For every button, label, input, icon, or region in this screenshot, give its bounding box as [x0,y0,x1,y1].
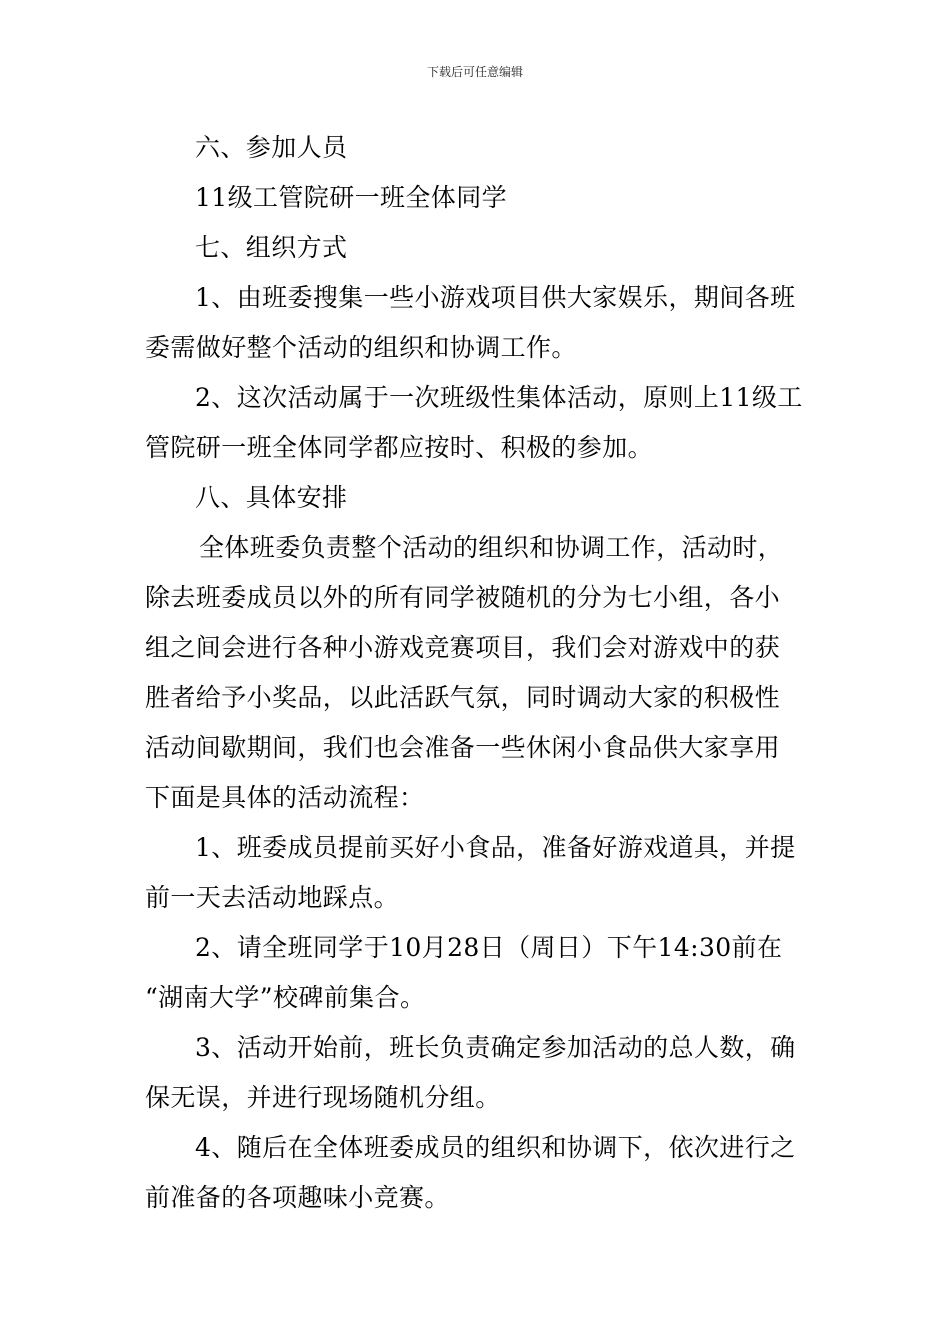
process-step-1-line-1: 1、班委成员提前买好小食品，准备好游戏道具，并提 [195,833,796,862]
section-heading-organization: 七、组织方式 [195,233,348,262]
section-heading-participants: 六、参加人员 [195,133,348,162]
process-step-2-line-2: “湖南大学”校碑前集合。 [145,983,426,1012]
section-heading-arrangement: 八、具体安排 [195,483,348,512]
arrangement-paragraph-line-5: 活动间歇期间，我们也会准备一些休闲小食品供大家享用 [145,733,781,762]
arrangement-paragraph-line-4: 胜者给予小奖品，以此活跃气氛，同时调动大家的积极性 [145,683,781,712]
process-step-4-line-1: 4、随后在全体班委成员的组织和协调下，依次进行之 [195,1133,796,1162]
process-step-3-line-1: 3、活动开始前，班长负责确定参加活动的总人数，确 [195,1033,796,1062]
arrangement-paragraph-line-2: 除去班委成员以外的所有同学被随机的分为七小组，各小 [145,583,781,612]
process-step-1-line-2: 前一天去活动地踩点。 [145,883,400,912]
organization-item-2-line-1: 2、这次活动属于一次班级性集体活动，原则上11级工 [195,383,803,412]
process-step-3-line-2: 保无误，并进行现场随机分组。 [145,1083,501,1112]
arrangement-paragraph-line-6: 下面是具体的活动流程： [145,783,425,812]
arrangement-paragraph-line-3: 组之间会进行各种小游戏竞赛项目，我们会对游戏中的获 [145,633,781,662]
organization-item-1-line-2: 委需做好整个活动的组织和协调工作。 [145,333,577,362]
process-step-4-line-2: 前准备的各项趣味小竞赛。 [145,1183,450,1212]
organization-item-2-line-2: 管院研一班全体同学都应按时、积极的参加。 [145,433,654,462]
page-header: 下载后可任意编辑 [426,65,523,79]
arrangement-paragraph-line-1: 全体班委负责整个活动的组织和协调工作，活动时， [199,533,784,562]
process-step-2-line-1: 2、请全班同学于10月28日（周日）下午14:30前在 [195,933,783,962]
participants-text: 11级工管院研一班全体同学 [195,183,508,212]
organization-item-1-line-1: 1、由班委搜集一些小游戏项目供大家娱乐，期间各班 [195,283,796,312]
